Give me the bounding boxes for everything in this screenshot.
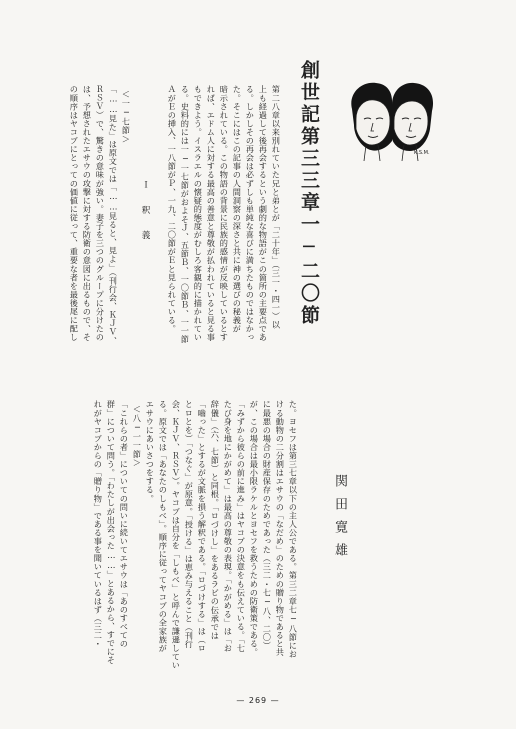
text-line: 「これらの者」についての問いに続いてエサウは「あのすべての xyxy=(119,400,130,648)
text-line: もできよう。イスラエルの懐疑的態度がむしろ客観的に描かれてい xyxy=(193,85,204,342)
text-line: 「……見た」は原文では「……見ると、見よ」（刊行会、ＫＪＶ、 xyxy=(108,85,119,345)
article-title: 創世記第三三章一─二〇節 xyxy=(298,60,320,327)
text-line: とロとを）「つなぐ」が原意。「授ける」は恵み与えること（刊行 xyxy=(184,400,195,649)
text-line: エサウにあいさつをする。 xyxy=(145,400,156,503)
text-line: ける動物の二分割はエサウの「なだめ」のための贈り物であると共 xyxy=(275,400,286,657)
text-line: の順序はヤコブにとっての価値に従って、重要な者を最後尾に配し xyxy=(69,85,80,342)
text-line: る。しかしその再会は必ずしも単純な喜びに満ちたものではなかっ xyxy=(245,85,256,342)
illustration-signature: K.S.M. xyxy=(414,150,430,156)
author-name: 関田寛雄 xyxy=(332,474,347,566)
text-line: れがヤコブからの「贈り物」である事を聞いているはず（三二・ xyxy=(93,400,104,648)
text-line: 上も経過して後再会するという劇的な物語がこの箇所の主要点であ xyxy=(258,85,269,342)
text-line: 「嚙った」とするが文脈を損う解釈である。「ロづけする」は（ロ xyxy=(197,400,208,653)
text-line: れば、エドム人に対する最高の善意と尊敬が払われていると見る事 xyxy=(206,85,217,342)
text-line: 暗示されている。この物語の背景に民族的感情が反映しているとす xyxy=(219,85,230,342)
text-line: 群」について問う。「わたしが出会った……」とあるから、すでにそ xyxy=(106,400,117,665)
text-line: る。原文では「あなたのしもべ」。順序に従ってヤコブの全家族が xyxy=(158,400,169,653)
text-line: ＡがＥの挿入、一八節がＰ、一九、二〇節がＥと見られている。 xyxy=(167,85,178,333)
text-line: 会、ＫＪＶ、ＲＳＶ）。ヤコブは自分を「しもべ」と呼んで謙遜してい xyxy=(171,400,182,670)
text-line: 第二八章以来別れていた兄と弟とが「二十年」（三一・四一）以 xyxy=(271,85,282,329)
section-heading: Ｉ 釈 義 xyxy=(140,180,150,243)
subheading: ＜一─七節＞ xyxy=(121,90,132,144)
text-line: は、予想されたエサウの攻撃に対する防衛の意図に出るもので、そ xyxy=(82,85,93,342)
text-line: 「みずから彼らの前に進み」はヤコブの決意をも伝えている。「七 xyxy=(236,400,247,653)
text-line: たび身を地にかがめて」は最高の尊敬の表現。「かがめる」は「お xyxy=(223,400,234,653)
text-line: た。そこにはこの記事の人間洞察の深さと共に神の選びの秘義が xyxy=(232,85,243,333)
text-line: が、この場合は最小限ラケルとヨセフを救うための防衛策である。 xyxy=(249,400,260,657)
page-number: — 269 — xyxy=(236,696,280,705)
text-line: る。史料的には一─一七節がおよそＪ、五節Ｂ、一〇節Ｂ、一一節 xyxy=(180,85,191,344)
text-line: ＲＳＶ）で、驚きの意味が強い。妻子を三つのグループに分けたの xyxy=(95,85,106,342)
subheading: ＜八─一一節＞ xyxy=(132,405,143,467)
text-line: た。ヨセフは第三七章以下の主人公である。第三二章七─八節にお xyxy=(288,400,299,659)
text-line: 辞儀」（六、七節）と同根。「ロづけし」をあるラビの伝承では xyxy=(210,400,221,640)
text-line: に最悪の場合の財産保存のためであった（三二・七─八、二〇） xyxy=(262,400,273,650)
